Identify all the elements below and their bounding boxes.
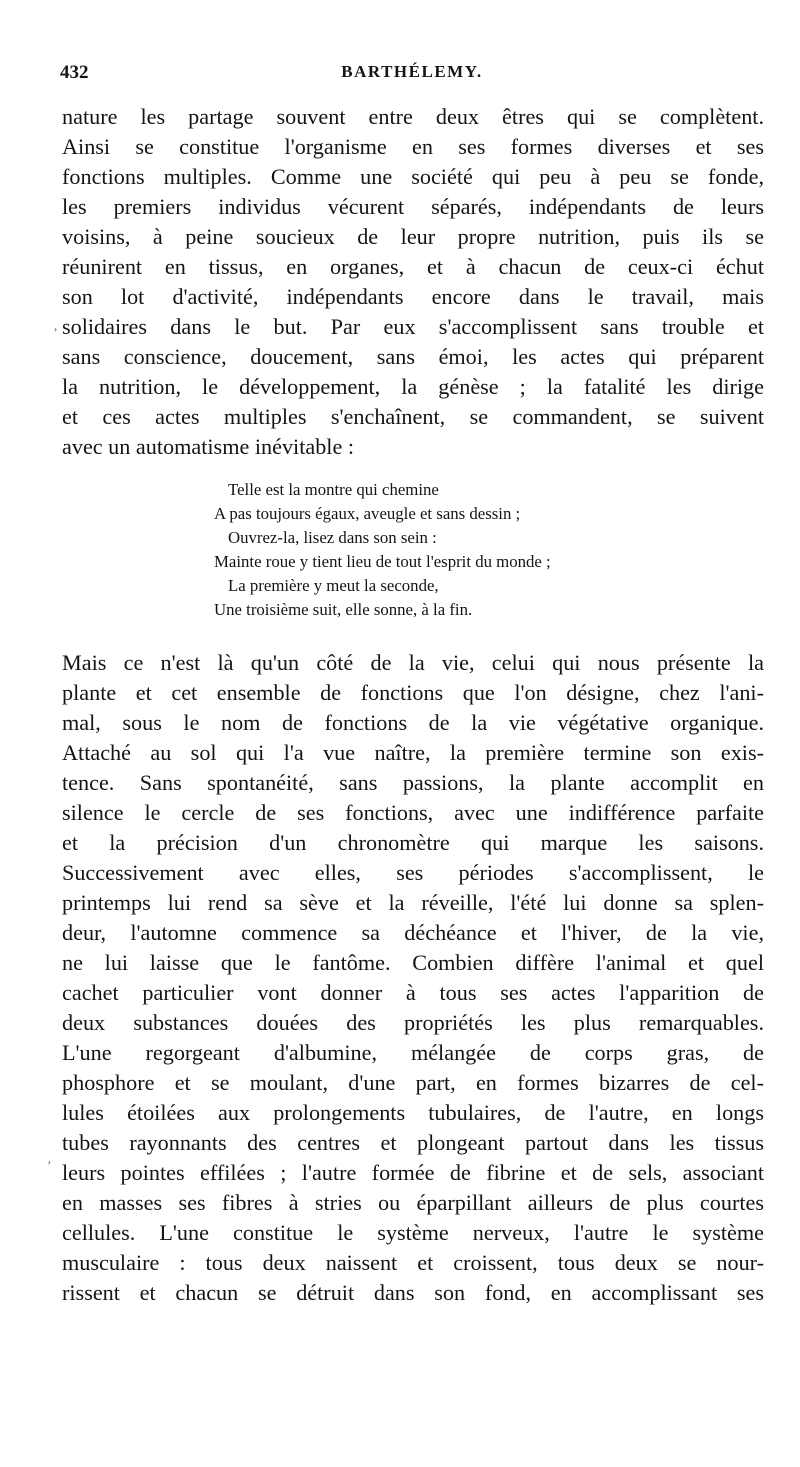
text-line: réunirent en tissus, en organes, et à chacun de ceux-ci échut — [62, 254, 764, 279]
text-line: Mais ce n'est là qu'un côté de la vie, celui qui nous présente la — [62, 650, 764, 675]
verse-line: Une troisième suit, elle sonne, à la fin. — [214, 600, 473, 619]
text-line: ne lui laisse que le fantôme. Combien diffère l'animal et quel — [62, 950, 764, 975]
text-line: son lot d'activité, indépendants encore dans le travail, mais — [62, 284, 764, 309]
verse-line: A pas toujours égaux, aveugle et sans dessin ; — [214, 504, 521, 523]
page-header — [60, 62, 764, 86]
text-line: les premiers individus vécurent séparés, indépendants de leurs — [62, 194, 764, 219]
ink-speck: ′ — [48, 1158, 51, 1173]
text-line: L'une regorgeant d'albumine, mélangée de corps gras, de — [62, 1040, 764, 1065]
text-line: cachet particulier vont donner à tous ses actes l'apparition de — [62, 980, 764, 1005]
text-line: fonctions multiples. Comme une société qui peu à peu se fonde, — [62, 164, 764, 189]
text-line: rissent et chacun se détruit dans son fond, en accomplissant ses — [62, 1280, 764, 1305]
text-line: deux substances douées des propriétés les plus remarquables. — [62, 1010, 764, 1035]
text-line: deur, l'automne commence sa déchéance et l'hiver, de la vie, — [62, 920, 764, 945]
text-line: solidaires dans le but. Par eux s'accomplissent sans trouble et — [62, 314, 764, 339]
text-line: lules étoilées aux prolongements tubulaires, de l'autre, en longs — [62, 1100, 764, 1125]
text-line: la nutrition, le développement, la génèse ; la fatalité les dirige — [62, 374, 764, 399]
text-line: printemps lui rend sa sève et la réveille, l'été lui donne sa splen- — [62, 890, 764, 915]
text-line: cellules. L'une constitue le système nerveux, l'autre le système — [62, 1220, 764, 1245]
text-line: sans conscience, doucement, sans émoi, les actes qui préparent — [62, 344, 764, 369]
verse-line: La première y meut la seconde, — [228, 576, 439, 595]
text-line: tence. Sans spontanéité, sans passions, la plante accomplit en — [62, 770, 764, 795]
text-line: avec un automatisme inévitable : — [62, 434, 355, 459]
text-line: nature les partage souvent entre deux êtres qui se complètent. — [62, 104, 764, 129]
text-line: et la précision d'un chronomètre qui marque les saisons. — [62, 830, 764, 855]
text-line: plante et cet ensemble de fonctions que l'on désigne, chez l'ani- — [62, 680, 764, 705]
text-line: Ainsi se constitue l'organisme en ses formes diverses et ses — [62, 134, 764, 159]
running-head: BARTHÉLEMY. — [341, 62, 483, 81]
text-line: musculaire : tous deux naissent et croissent, tous deux se nour- — [62, 1250, 764, 1275]
verse-line: Telle est la montre qui chemine — [228, 480, 439, 499]
text-line: tubes rayonnants des centres et plongeant partout dans les tissus — [62, 1130, 764, 1155]
verse-line: Ouvrez-la, lisez dans son sein : — [228, 528, 437, 547]
verse-line: Mainte roue y tient lieu de tout l'esprit du monde ; — [214, 552, 551, 571]
text-line: leurs pointes effilées ; l'autre formée de fibrine et de sels, associant — [62, 1160, 764, 1185]
ink-speck: , — [54, 318, 58, 333]
text-line: phosphore et se moulant, d'une part, en formes bizarres de cel- — [62, 1070, 764, 1095]
text-line: en masses ses fibres à stries ou éparpillant ailleurs de plus courtes — [62, 1190, 764, 1215]
text-line: mal, sous le nom de fonctions de la vie végétative organique. — [62, 710, 764, 735]
page-number: 432 — [60, 62, 89, 83]
text-line: Successivement avec elles, ses périodes s'accomplissent, le — [62, 860, 764, 885]
text-line: et ces actes multiples s'enchaînent, se commandent, se suivent — [62, 404, 764, 429]
text-line: silence le cercle de ses fonctions, avec une indifférence parfaite — [62, 800, 764, 825]
text-line: Attaché au sol qui l'a vue naître, la première termine son exis- — [62, 740, 764, 765]
text-line: voisins, à peine soucieux de leur propre nutrition, puis ils se — [62, 224, 764, 249]
